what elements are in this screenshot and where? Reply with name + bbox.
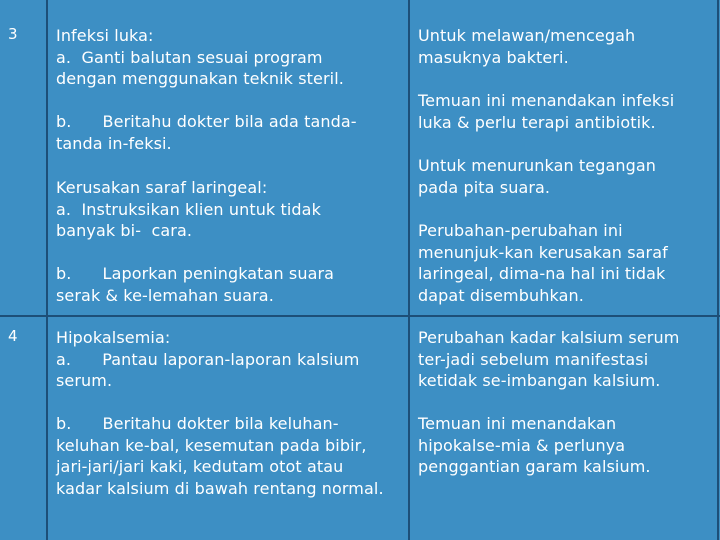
action-text: Kerusakan saraf laringeal: a. Instruksikan klien untuk tidak banyak bi- cara. (56, 178, 321, 240)
rationale-text: Temuan ini menandakan infeksi luka & perlu terapi antibiotik. (418, 91, 675, 132)
action-text: b. Beritahu dokter bila ada tanda- tanda in-feksi. (56, 112, 357, 153)
rationale-text: Temuan ini menandakan hipokalse-mia & perlunya penggantian garam kalsium. (418, 414, 651, 476)
row-number: 3 (8, 25, 18, 43)
rationale-text: Perubahan-perubahan ini menunjuk-kan kerusakan saraf laringeal, dima-na hal ini tidak dapat disembuhkan. (418, 221, 668, 305)
row-number: 4 (8, 327, 18, 345)
action-text: b. Beritahu dokter bila keluhan- keluhan ke-bal, kesemutan pada bibir, jari-jari/jari kaki, kedutam otot atau kadar kalsium di bawah rentang normal. (56, 414, 384, 498)
column-divider-2 (408, 0, 410, 540)
rationale-text: Untuk menurunkan tegangan pada pita suara. (418, 156, 657, 197)
column-divider-1 (46, 0, 48, 540)
action-text: Infeksi luka: a. Ganti balutan sesuai program dengan menggunakan teknik steril. (56, 26, 344, 88)
table-right-border (717, 0, 719, 540)
action-text: Hipokalsemia: a. Pantau laporan-laporan kalsium serum. (56, 328, 360, 390)
action-text: b. Laporkan peningkatan suara serak & ke-lemahan suara. (56, 264, 335, 305)
rationale-text: Untuk melawan/mencegah masuknya bakteri. (418, 26, 636, 67)
row-divider (0, 315, 720, 317)
rationale-text: Perubahan kadar kalsium serum ter-jadi sebelum manifestasi ketidak se-imbangan kalsium. (418, 328, 680, 390)
